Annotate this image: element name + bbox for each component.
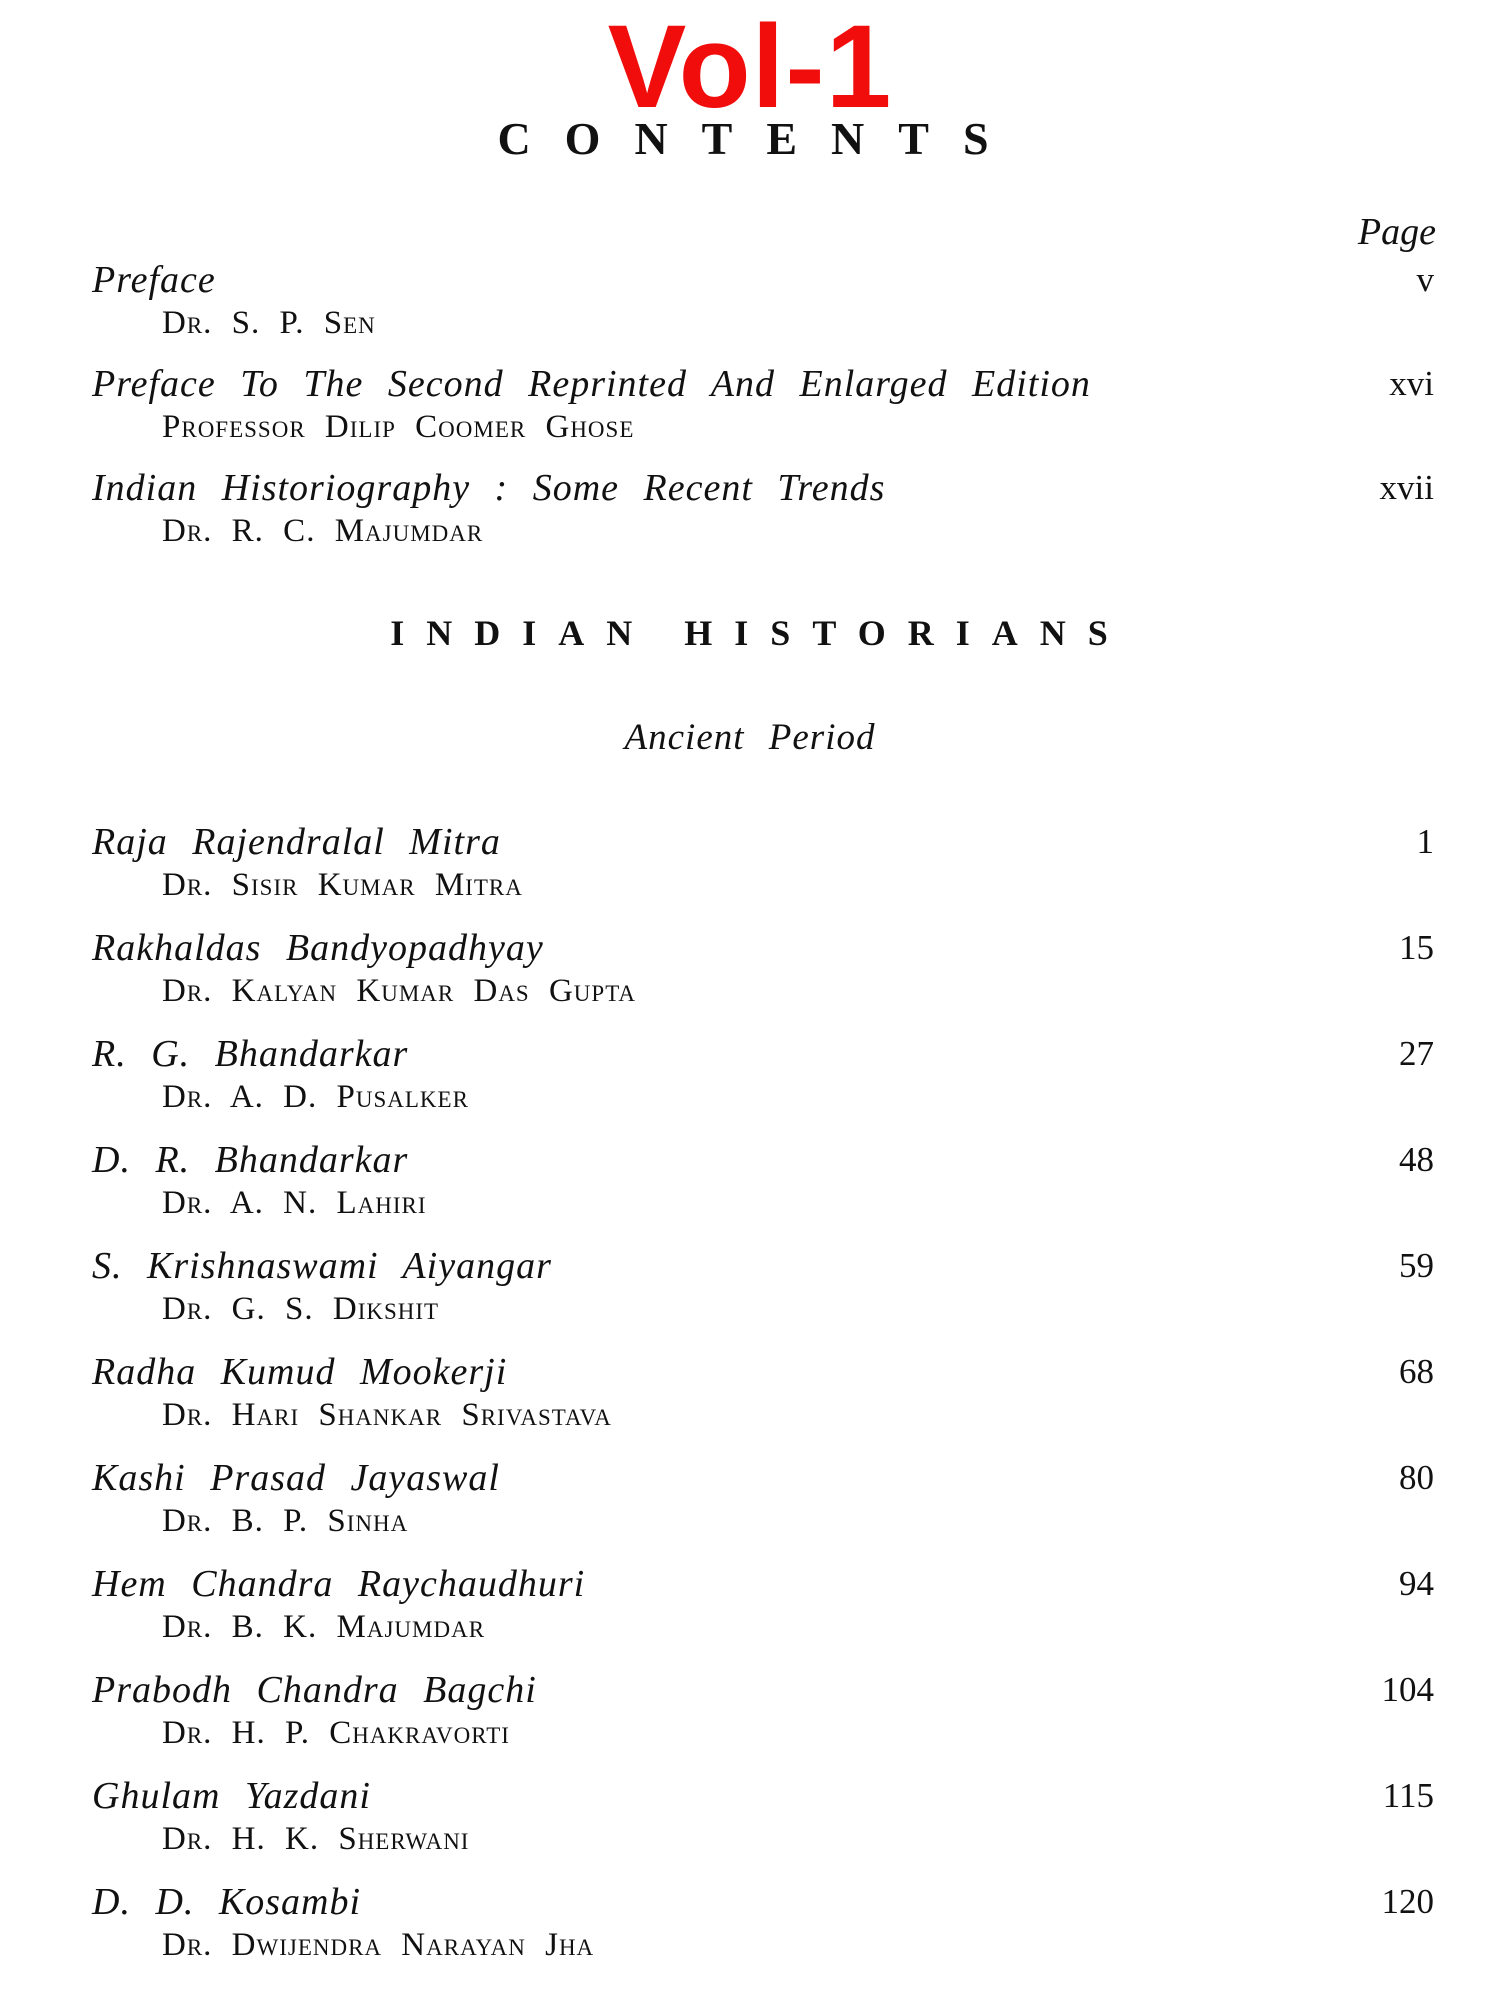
entry-author: Dr. A. N. Lahiri <box>162 1185 427 1221</box>
entry-title: Ghulam Yazdani <box>92 1775 371 1817</box>
entry-author: Dr. Hari Shankar Srivastava <box>162 1397 612 1433</box>
entry-author: Dr. Dwijendra Narayan Jha <box>162 1927 595 1963</box>
entry-author: Dr. G. S. Dikshit <box>162 1291 440 1327</box>
entry-title: Hem Chandra Raychaudhuri <box>92 1563 586 1605</box>
toc-entry <box>0 926 1500 1026</box>
entry-title: Raja Rajendralal Mitra <box>92 821 501 863</box>
entry-page: 15 <box>1399 928 1434 967</box>
entry-title: Radha Kumud Mookerji <box>92 1351 508 1393</box>
entry-author: Dr. Kalyan Kumar Das Gupta <box>162 973 637 1009</box>
toc-entry <box>0 1668 1500 1768</box>
entry-page: xvi <box>1389 364 1434 403</box>
entry-title: Rakhaldas Bandyopadhyay <box>92 927 544 969</box>
entry-title: Indian Historiography : Some Recent Trends <box>92 467 886 509</box>
entry-author: Dr. B. P. Sinha <box>162 1503 409 1539</box>
toc-entry <box>0 1138 1500 1238</box>
subsection-heading: Ancient Period <box>624 717 876 758</box>
section-heading-word: HISTORIANS <box>684 613 1130 653</box>
toc-entry <box>0 1562 1500 1662</box>
contents-heading: CONTENTS <box>497 113 1023 164</box>
toc-entry <box>0 1456 1500 1556</box>
volume-label: Vol-1 <box>607 1 893 133</box>
section-heading <box>0 612 1500 654</box>
entry-page: 115 <box>1382 1776 1434 1815</box>
entry-page: 27 <box>1399 1034 1434 1073</box>
entry-author: Dr. H. P. Chakravorti <box>162 1715 510 1751</box>
entry-title: Kashi Prasad Jayaswal <box>92 1457 500 1499</box>
entry-title: R. G. Bhandarkar <box>92 1033 409 1075</box>
page-column-label: Page <box>1357 211 1436 253</box>
toc-entry <box>0 466 1500 566</box>
entry-title: D. R. Bhandarkar <box>92 1139 409 1181</box>
entry-page: 59 <box>1399 1246 1434 1285</box>
entry-title: S. Krishnaswami Aiyangar <box>92 1245 552 1287</box>
entry-title: Preface To The Second Reprinted And Enlarged Edition <box>92 363 1091 405</box>
toc-entry <box>0 1880 1500 1980</box>
entry-author: Dr. A. D. Pusalker <box>162 1079 469 1115</box>
entry-page: 120 <box>1381 1882 1434 1921</box>
entry-title: Prabodh Chandra Bagchi <box>92 1669 537 1711</box>
entry-author: Dr. H. K. Sherwani <box>162 1821 470 1857</box>
toc-entry <box>0 258 1500 358</box>
entry-page: v <box>1416 260 1434 299</box>
toc-entry <box>0 1350 1500 1450</box>
entry-author: Professor Dilip Coomer Ghose <box>162 409 635 445</box>
entry-page: 48 <box>1399 1140 1434 1179</box>
entry-page: 94 <box>1399 1564 1434 1603</box>
toc-entry <box>0 1774 1500 1874</box>
entry-page: 80 <box>1399 1458 1434 1497</box>
section-heading-word: INDIAN <box>390 613 655 653</box>
entry-author: Dr. B. K. Majumdar <box>162 1609 486 1645</box>
entry-page: 104 <box>1381 1670 1434 1709</box>
entry-author: Dr. Sisir Kumar Mitra <box>162 867 523 903</box>
entry-page: xvii <box>1379 468 1434 507</box>
toc-entry <box>0 820 1500 920</box>
entry-author: Dr. S. P. Sen <box>162 305 376 341</box>
toc-entry <box>0 1244 1500 1344</box>
entry-title: D. D. Kosambi <box>92 1881 362 1923</box>
entry-author: Dr. R. C. Majumdar <box>162 513 484 549</box>
entry-page: 1 <box>1416 822 1434 861</box>
entry-page: 68 <box>1399 1352 1434 1391</box>
entry-title: Preface <box>92 259 216 301</box>
toc-entry <box>0 362 1500 462</box>
toc-entry <box>0 1032 1500 1132</box>
